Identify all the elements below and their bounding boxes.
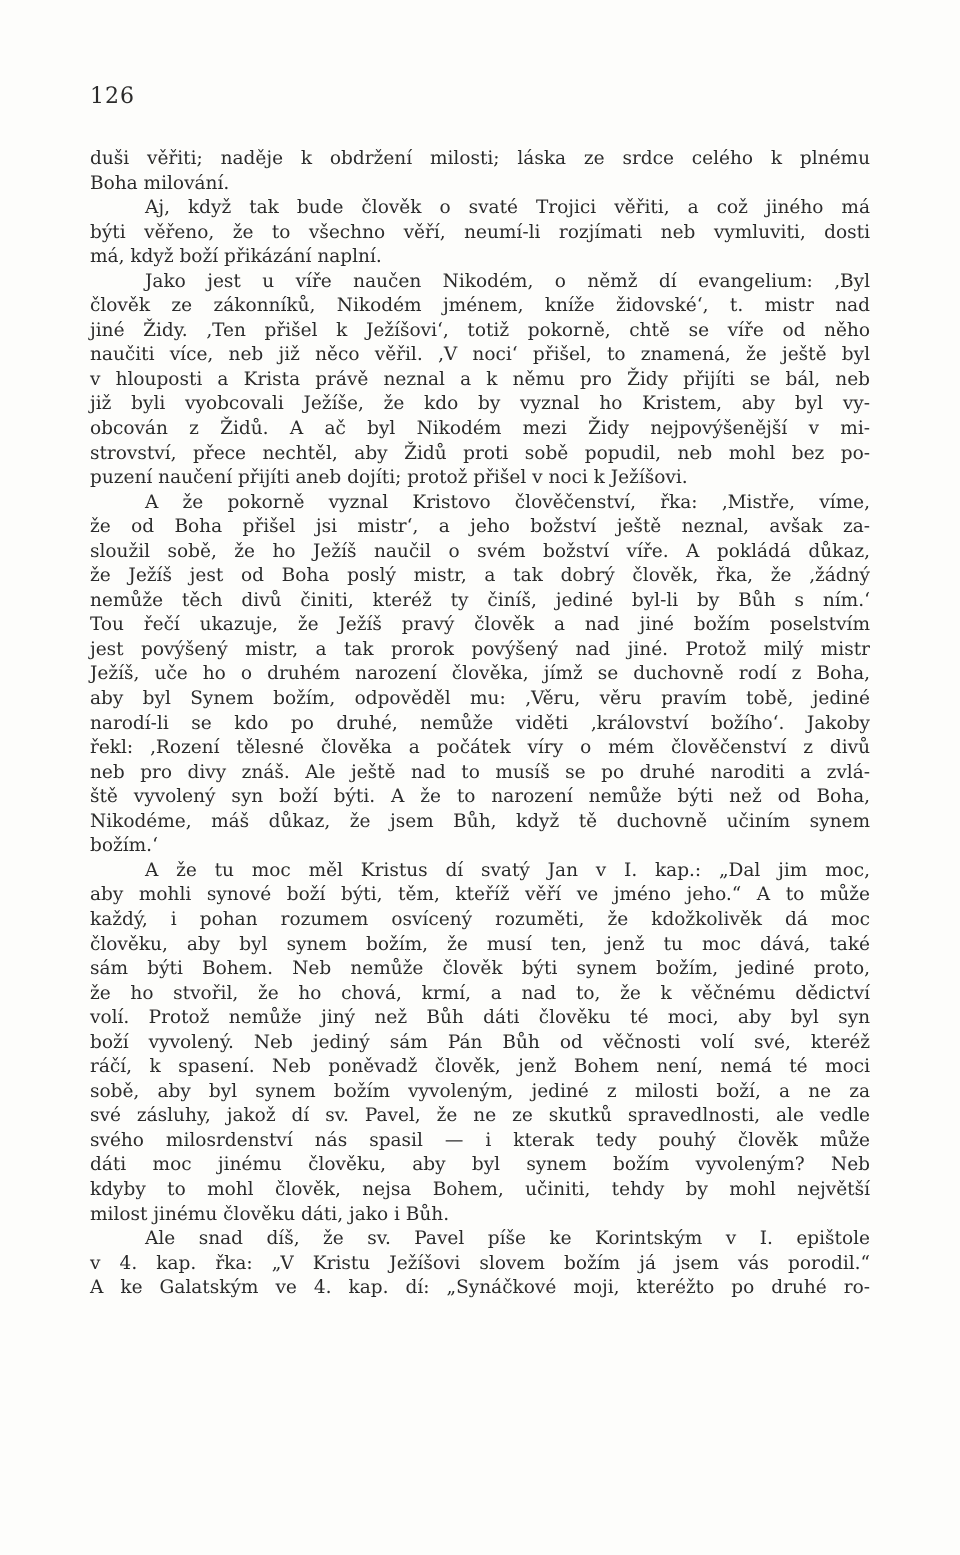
text-line: že ho stvořil, že ho chová, krmí, a nad to, že k věčnému dědictví [90,982,870,1004]
text-line: Ježíš, uče ho o druhém narození člověka, jímž se duchovně rodí z Boha, [90,663,870,685]
text-line: obcován z Židů. A ač byl Nikodém mezi Židy nejpovýšenější v mi- [90,418,870,440]
text-line: Boha milování. [90,172,230,194]
text-line: Jako jest u víře naučen Nikodém, o němž dí evangelium: ‚Byl [145,270,870,292]
text-line: jiné Židy. ‚Ten přišel k Ježíšovi‘, totiž pokorně, chtě se víře od něho [90,319,870,341]
text-line: A že pokorně vyznal Kristovo člověčenství, řka: ‚Mistře, víme, [145,491,870,513]
text-line: již byli vyobcovali Ježíše, že kdo by vyznal ho Kristem, aby byl vy- [90,393,870,415]
text-line: má, když boží přikázání naplní. [90,246,382,268]
text-line: každý, i pohan rozumem osvícený rozuměti, že kdožkolivěk dá moc [90,908,870,930]
text-line: puzení naučení přijíti aneb dojíti; protož přišel v noci k Ježíšovi. [90,467,688,489]
text-line: Nikodéme, máš důkaz, že jsem Bůh, když tě duchovně učiním synem [90,810,870,832]
text-line: že od Boha přišel jsi mistr‘, a jeho božství ještě neznal, avšak za- [90,516,870,538]
text-line: boží vyvolený. Neb jediný sám Pán Bůh od věčnosti volí své, kteréž [90,1031,870,1053]
text-line: člověk ze zákonníků, Nikodém jménem, kníže židovské‘, t. mistr nad [90,295,870,317]
text-line: narodí-li se kdo po druhé, nemůže viděti ‚království božího‘. Jakoby [90,712,870,734]
text-line: naučiti více, neb již něco věřil. ‚V noci‘ přišel, to znamená, že ještě byl [90,344,870,366]
text-line: v 4. kap. řka: „V Kristu Ježíšovi slovem božím já jsem vás porodil.“ [90,1252,870,1274]
text-line: dáti moc jinému člověku, aby byl synem božím vyvoleným? Neb [90,1154,870,1176]
text-line: Aj, když tak bude člověk o svaté Trojici věřiti, a což jiného má [145,197,870,219]
text-line: sám býti Bohem. Neb nemůže člověk býti synem božím, jediné proto, [90,958,870,980]
text-line: v hlouposti a Krista právě neznal a k němu pro Židy přijíti se bál, neb [90,368,870,390]
text-line: svého milosrdenství nás spasil — i kterak tedy pouhý člověk může [90,1129,870,1151]
text-line: Tou řečí ukazuje, že Ježíš pravý člověk a nad jiné božím poselstvím [90,614,870,636]
text-line: volí. Protož nemůže jiný než Bůh dáti člověku té moci, aby byl syn [90,1007,870,1029]
text-line: řekl: ‚Rození tělesné člověka a počátek víry o mém člověčenství z divů [90,737,870,759]
body-text [90,147,870,1301]
text-line: ráčí, k spasení. Neb poněvadž člověk, jenž Bohem není, nemá té moci [90,1056,870,1078]
text-line: A ke Galatským ve 4. kap. dí: „Synáčkové moji, kteréžto po druhé ro- [90,1277,870,1299]
text-line: sobě, aby byl synem božím vyvoleným, jediné z milosti boží, a ne za [90,1080,870,1102]
text-line: milost jinému člověku dáti, jako i Bůh. [90,1203,450,1225]
text-line: Ale snad díš, že sv. Pavel píše ke Korintským v I. epištole [145,1228,870,1250]
text-line: duši věřiti; naděje k obdržení milosti; láska ze srdce celého k plnému [90,148,870,169]
text-line: aby mohli synové boží býti, těm, kteříž věří ve jméno jeho.“ A to může [90,884,870,906]
text-line: božím.‘ [90,835,158,857]
text-line: že Ježíš jest od Boha poslý mistr, a tak dobrý člověk, řka, že ‚žádný [90,565,870,587]
text-line: neb pro divy znáš. Ale ještě nad to musíš se po druhé naroditi a zvlá- [90,761,870,783]
text-line: býti věřeno, že to všechno věří, neumí-li rozjímati neb vymluviti, dosti [90,221,870,243]
text-line: jest povýšený mistr, a tak prorok povýšený nad jiné. Protož milý mistr [90,638,870,660]
page-number: 126 [90,84,135,109]
text-line: své zásluhy, jakož dí sv. Pavel, že ne ze skutků spravedlnosti, ale vedle [90,1105,870,1127]
text-line: A že tu moc měl Kristus dí svatý Jan v I. kap.: „Dal jim moc, [145,859,870,881]
text-line: sloužil sobě, že ho Ježíš naučil o svém božství víře. A pokládá důkaz, [90,540,870,562]
text-line: ště vyvolený syn boží býti. A že to narození nemůže býti než od Boha, [90,786,870,808]
text-line: strovství, přece nechtěl, aby Židů proti sobě popudil, neb mohl bez po- [90,442,870,464]
text-line: nemůže těch divů činiti, kteréž ty činíš, jediné byl-li by Bůh s ním.‘ [90,589,870,611]
text-line: kdyby to mohl člověk, nejsa Bohem, učiniti, tehdy by mohl největší [90,1178,870,1200]
text-line: člověku, aby byl synem božím, že musí ten, jenž tu moc dává, také [90,933,870,955]
text-line: aby byl Synem božím, odpověděl mu: ‚Věru, věru pravím tobě, jediné [90,688,870,710]
